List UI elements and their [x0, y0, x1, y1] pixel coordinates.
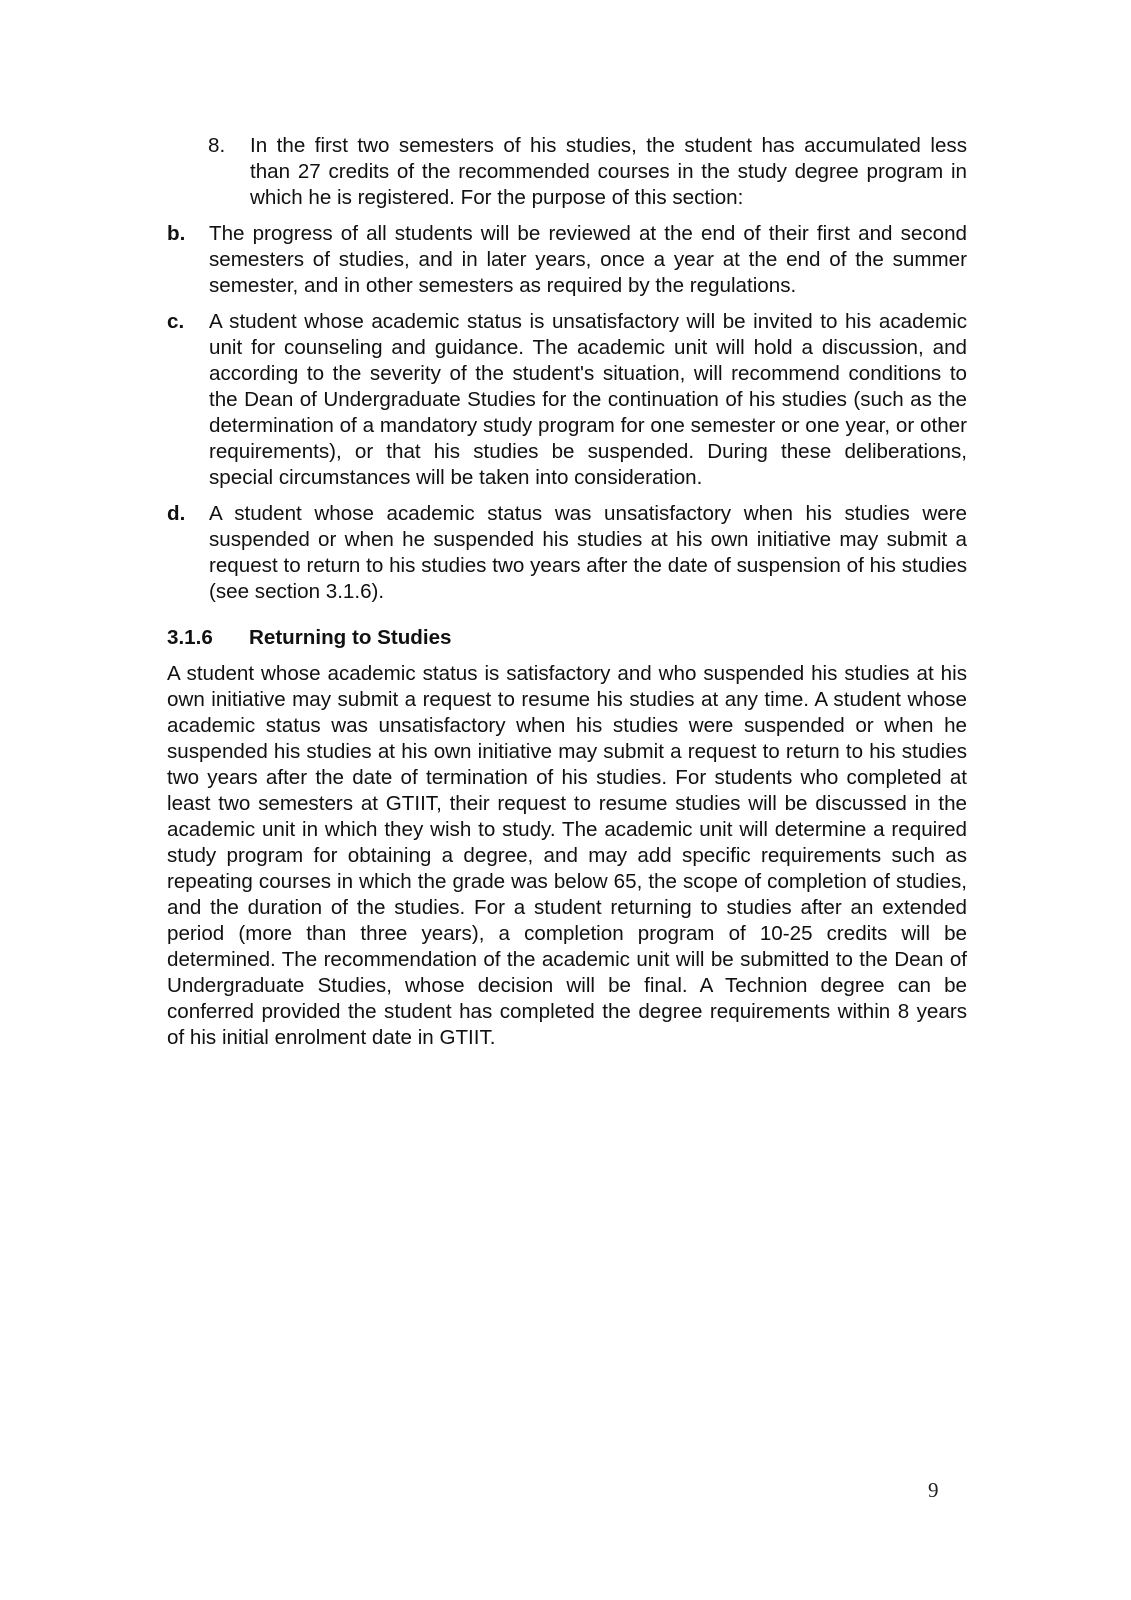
list-item-8: [167, 133, 967, 211]
list-item-text: The progress of all students will be reviewed at the end of their first and second semesters of studies, and in later years, once a year at the end of the summer semester, and in other semesters as required by the regulations.: [209, 222, 967, 297]
section-body-paragraph: A student whose academic status is satisfactory and who suspended his studies at his own initiative may submit a request to resume his studies at any time. A student whose academic status was unsatisfactory when his studies were suspended or when he suspended his studies at his own initiative may submit a request to return to his studies two years after the date of termination of his studies. For students who completed at least two semesters at GTIIT, their request to resume studies will be discussed in the academic unit in which they wish to study. The academic unit will determine a required study program for obtaining a degree, and may add specific requirements such as repeating courses in which the grade was below 65, the scope of completion of studies, and the duration of the studies. For a student returning to studies after an extended period (more than three years), a completion program of 10-25 credits will be determined. The recommendation of the academic unit will be submitted to the Dean of Undergraduate Studies, whose decision will be final. A Technion degree can be conferred provided the student has completed the degree requirements within 8 years of his initial enrolment date in GTIIT.: [167, 662, 967, 1049]
list-item-text: In the first two semesters of his studies, the student has accumulated less than 27 credits of the recommended courses in the study degree program in which he is registered. For the purpose of this section:: [250, 134, 967, 209]
list-item-letter: d.: [167, 502, 186, 525]
page-number: 9: [928, 1478, 939, 1502]
list-item-b: [167, 221, 967, 299]
list-item-text: A student whose academic status was unsatisfactory when his studies were suspended or when he suspended his studies at his own initiative may submit a request to return to his studies two years after the date of suspension of his studies (see section 3.1.6).: [209, 502, 967, 603]
section-title: Returning to Studies: [249, 626, 452, 649]
list-item-letter: b.: [167, 222, 186, 245]
list-item-text: A student whose academic status is unsatisfactory will be invited to his academic unit for counseling and guidance. The academic unit will hold a discussion, and according to the severity of the student's situation, will recommend conditions to the Dean of Undergraduate Studies for the continuation of his studies (such as the determination of a mandatory study program for one semester or one year, or other requirements), or that his studies be suspended. During these deliberations, special circumstances will be taken into consideration.: [209, 310, 967, 489]
list-item-letter: c.: [167, 310, 185, 333]
list-item-d: [167, 501, 967, 605]
section-heading: [167, 625, 967, 651]
list-item-number: 8.: [208, 134, 226, 157]
page-content: [167, 133, 967, 1051]
list-item-c: [167, 309, 967, 491]
section-number: 3.1.6: [167, 626, 213, 649]
